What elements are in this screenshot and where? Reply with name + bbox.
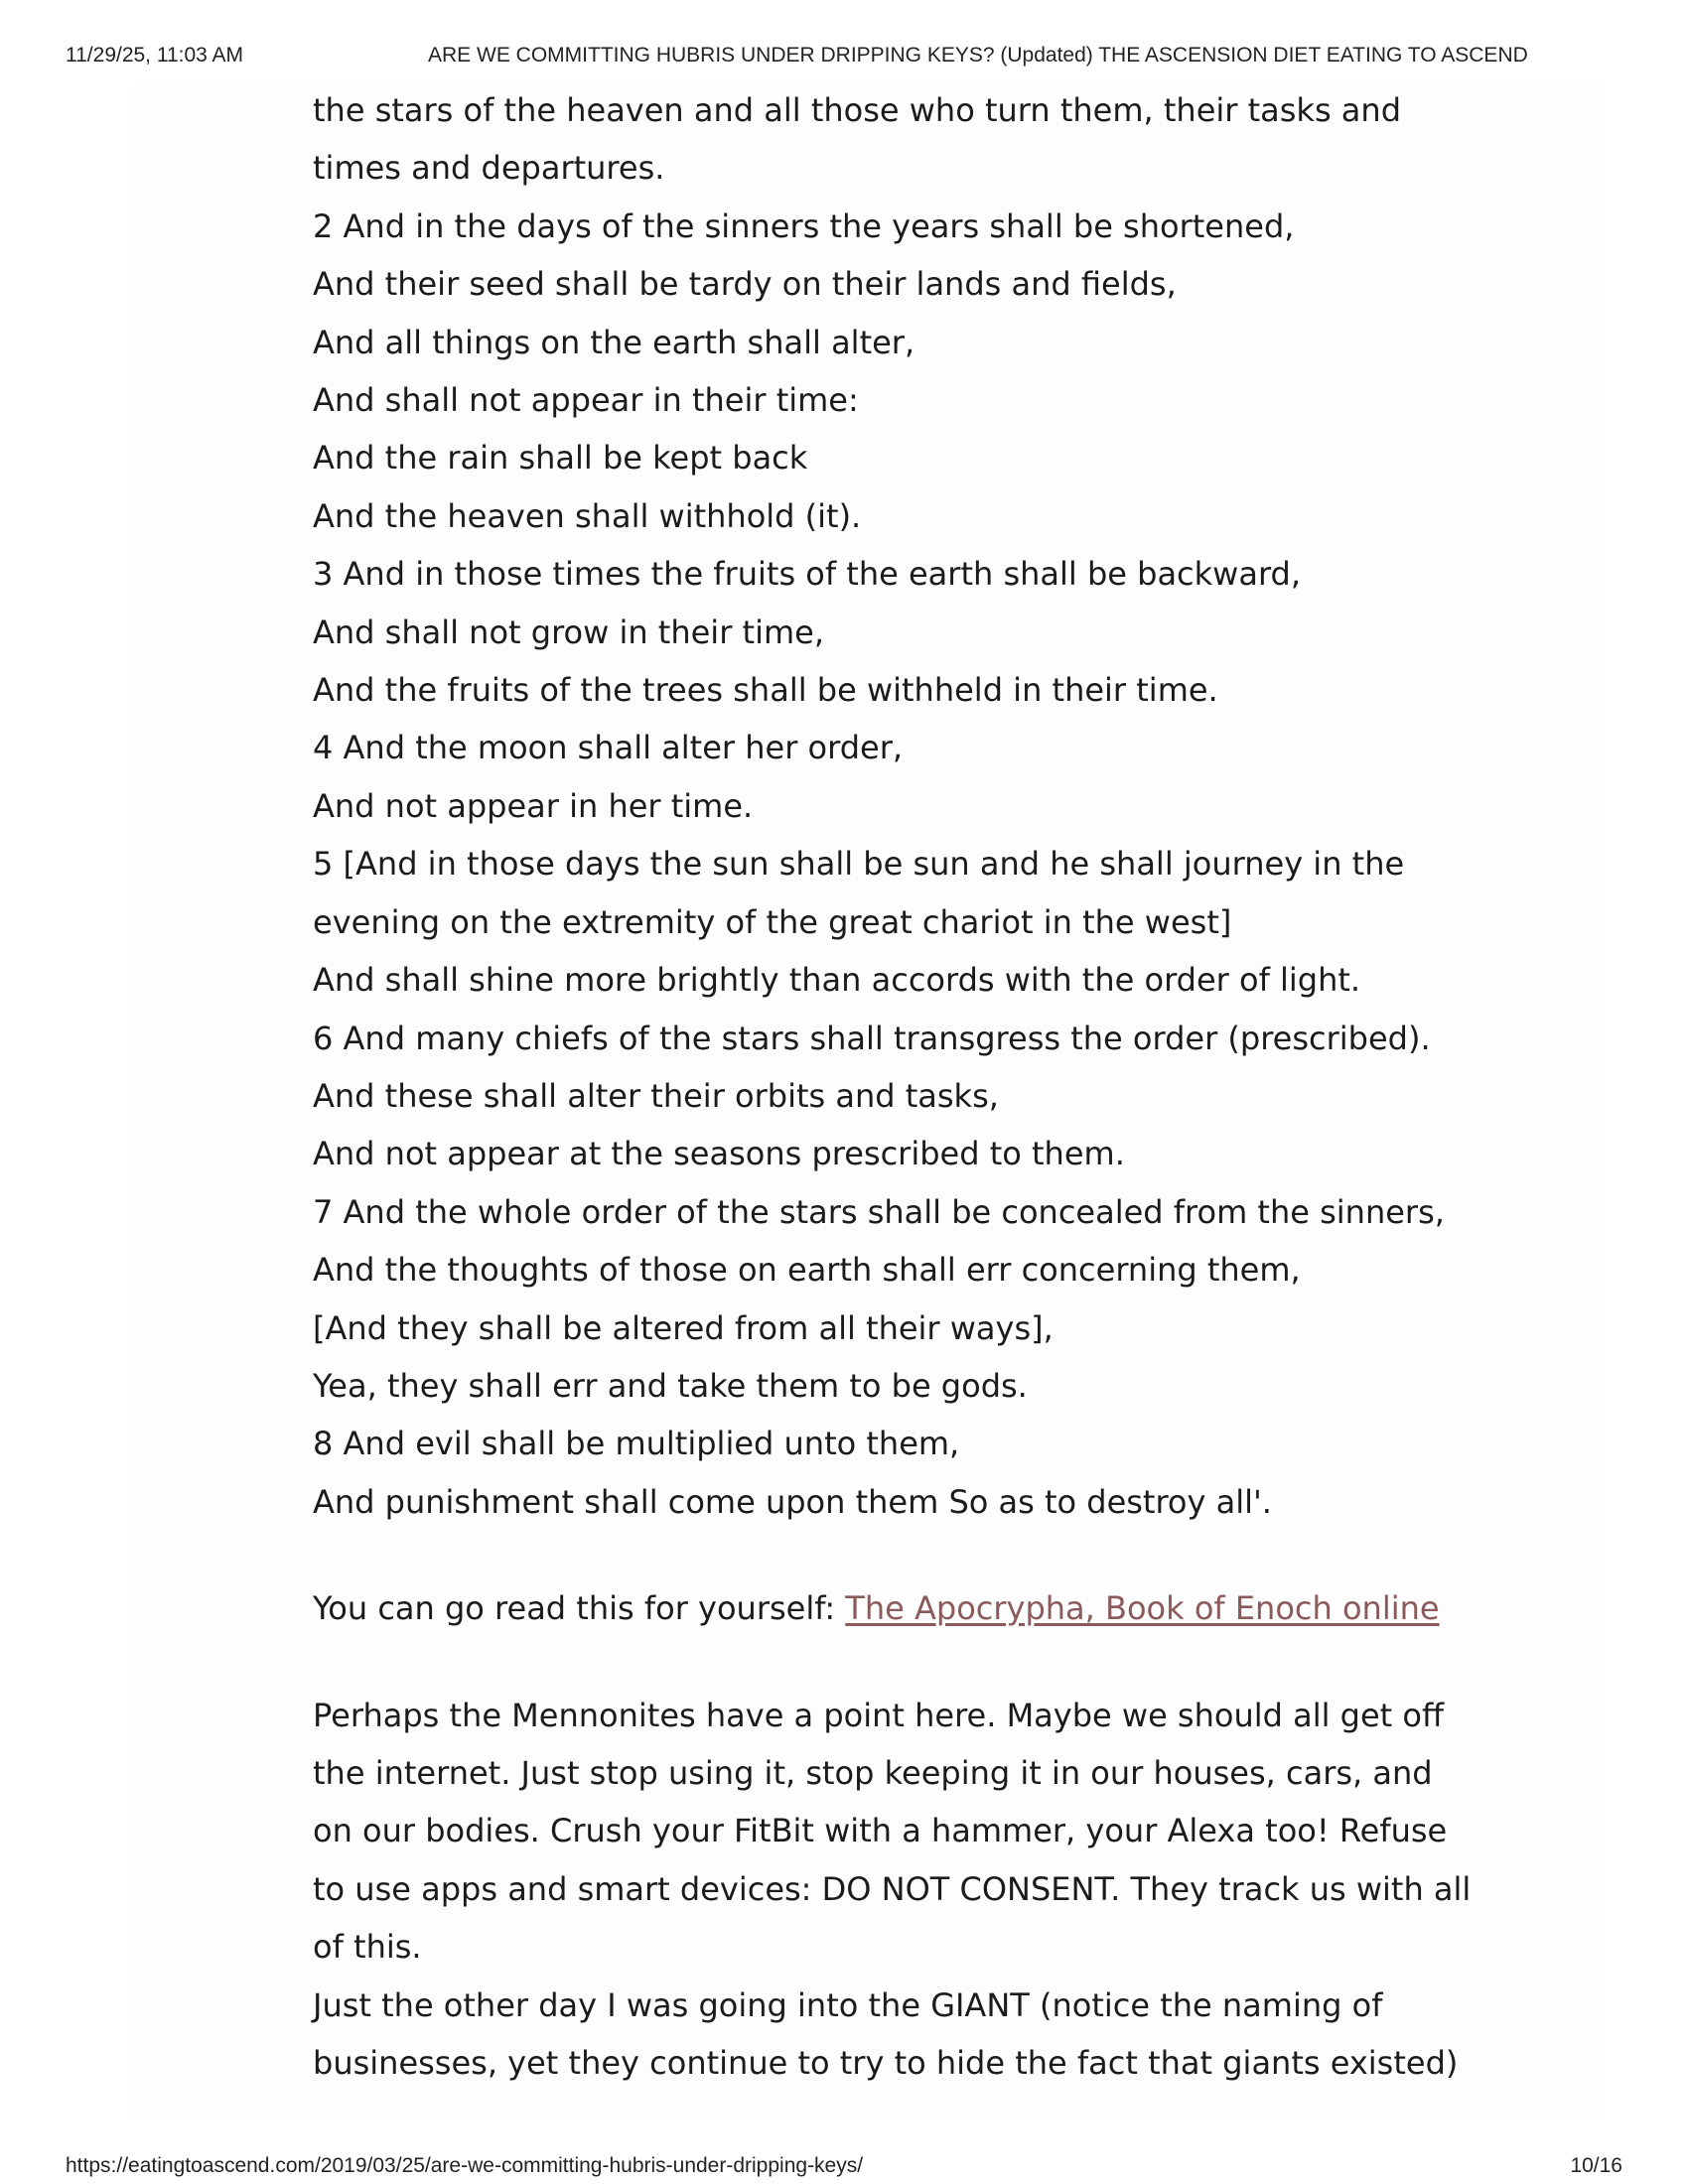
verse-line: And the heaven shall withhold (it). (313, 496, 862, 535)
read-more-line (313, 1579, 1440, 1637)
verse-line: And the thoughts of those on earth shall err concerning them, (313, 1251, 1301, 1290)
verse-line: And shall shine more brightly than accords with the order of light. (313, 961, 1361, 1000)
verse-line: 8 And evil shall be multiplied unto them, (313, 1425, 960, 1463)
verse-line: [And they shall be altered from all their ways], (313, 1308, 1054, 1347)
paragraph-line: Perhaps the Mennonites have a point here. Maybe we should all get off (313, 1696, 1445, 1734)
read-more-prefix: You can go read this for yourself: (313, 1589, 846, 1628)
verse-line: And shall not appear in their time: (313, 381, 859, 420)
verse-line: the stars of the heaven and all those who turn them, their tasks and (313, 91, 1401, 129)
print-header (66, 44, 1622, 73)
print-footer (66, 2154, 1622, 2184)
page-number: 10/16 (1570, 2154, 1622, 2177)
verse-line: And not appear at the seasons prescribed to them. (313, 1135, 1125, 1173)
page-title: ARE WE COMMITTING HUBRIS UNDER DRIPPING KEYS? (Updated) THE ASCENSION DIET EATING TO ASCEND (428, 44, 1528, 67)
verse-line: evening on the extremity of the great chariot in the west] (313, 902, 1232, 941)
verse-line: And all things on the earth shall alter, (313, 323, 915, 361)
paragraph-line: businesses, yet they continue to try to hide the fact that giants existed) (313, 2044, 1459, 2082)
paragraph-line: on our bodies. Crush your FitBit with a hammer, your Alexa too! Refuse (313, 1812, 1448, 1850)
verse-line: And the fruits of the trees shall be withheld in their time. (313, 671, 1218, 710)
verse-line: And the rain shall be kept back (313, 439, 808, 478)
book-of-enoch-link[interactable]: The Apocrypha, Book of Enoch online (845, 1589, 1440, 1628)
verse-line: times and departures. (313, 149, 665, 188)
page-url: https://eatingtoascend.com/2019/03/25/are-we-committing-hubris-under-dripping-keys/ (66, 2154, 864, 2177)
print-date: 11/29/25, 11:03 AM (66, 44, 244, 67)
verse-line: 4 And the moon shall alter her order, (313, 729, 904, 767)
verse-line: 7 And the whole order of the stars shall be concealed from the sinners, (313, 1192, 1445, 1231)
verse-line: And punishment shall come upon them So as to destroy all'. (313, 1482, 1272, 1521)
verse-line: And shall not grow in their time, (313, 613, 824, 651)
verse-line: And their seed shall be tardy on their lands and fields, (313, 265, 1177, 304)
paragraph-line: of this. (313, 1928, 422, 1967)
paragraph-line: Just the other day I was going into the GIANT (notice the naming of (313, 1985, 1383, 2024)
paragraph-spacer (313, 1638, 1405, 1687)
verse-line: Yea, they shall err and take them to be gods. (313, 1366, 1028, 1405)
verse-line: 3 And in those times the fruits of the earth shall be backward, (313, 555, 1302, 594)
verse-line: And not appear in her time. (313, 786, 754, 825)
article-content (313, 81, 1472, 2092)
verse-block (313, 81, 1445, 1531)
verse-line: 6 And many chiefs of the stars shall transgress the order (prescribed). (313, 1019, 1431, 1057)
paragraph-spacer (313, 1531, 1405, 1579)
verse-line: 2 And in the days of the sinners the years shall be shortened, (313, 206, 1295, 245)
paragraph-line: to use apps and smart devices: DO NOT CONSENT. They track us with all (313, 1869, 1472, 1908)
body-paragraph (313, 1687, 1472, 2093)
verse-line: And these shall alter their orbits and tasks, (313, 1076, 999, 1115)
verse-line: 5 [And in those days the sun shall be sun and he shall journey in the (313, 845, 1405, 884)
paragraph-line: the internet. Just stop using it, stop keeping it in our houses, cars, and (313, 1753, 1433, 1792)
